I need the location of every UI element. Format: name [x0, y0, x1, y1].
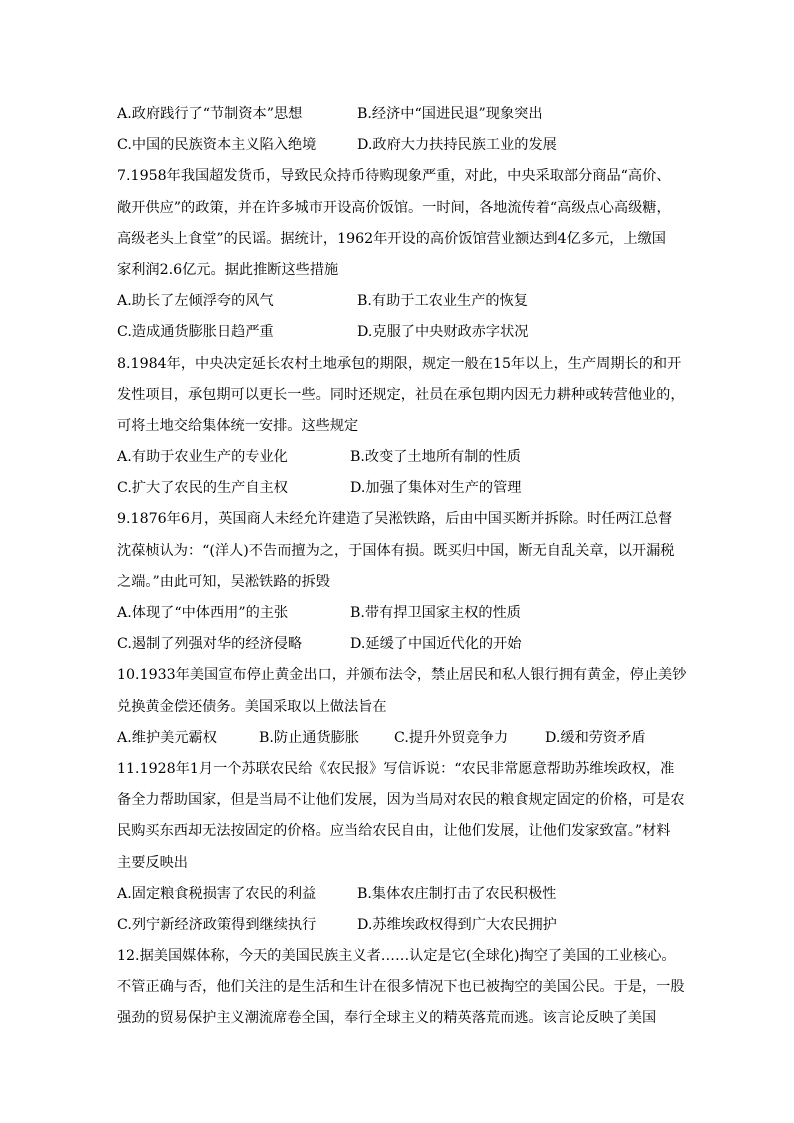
q8-option-a: A.有助于农业生产的专业化 [117, 449, 288, 466]
q6-option-b: B.经济中“国进民退”现象突出 [357, 106, 543, 122]
q10-stem-line: 10.1933年美国宣布停止黄金出口，并颁布法令，禁止居民和私人银行拥有黄金，停止美钞 [117, 667, 687, 684]
q9-option-d: D.延缓了中国近代化的开始 [350, 636, 522, 653]
q9-option-c: C.遏制了列强对华的经济侵略 [117, 636, 303, 653]
q6-options-row-1 [117, 99, 677, 130]
q8-options-row-1 [117, 442, 677, 473]
q10-options-row [117, 723, 677, 754]
q11-option-a: A.固定粮食税损害了农民的利益 [117, 885, 317, 902]
q9-stem-line: 沈葆桢认为：“(洋人)不告而擅为之，于国体有损。既买归中国，断无自乱关章，以开漏税 [117, 542, 675, 559]
q7-stem-line: 7.1958年我国超发货币，导致民众持币待购现象严重，对此，中央采取部分商品“高价、 [117, 168, 671, 185]
q9-stem-line: 9.1876年6月，英国商人未经允许建造了吴淞铁路，后由中国买断并拆除。时任两江总督 [117, 511, 673, 528]
q6-options-row-2 [117, 130, 677, 161]
q7-option-b: B.有助于工农业生产的恢复 [357, 293, 528, 310]
q7-option-a: A.助长了左倾浮夸的风气 [117, 293, 274, 310]
q12-stem-line: 不管正确与否，他们关注的是生活和生计在很多情况下也已被掏空的美国公民。于是，一股 [117, 979, 685, 996]
q11-option-d: D.苏维埃政权得到广大农民拥护 [357, 916, 557, 933]
q11-stem-line: 主要反映出 [117, 854, 188, 871]
q10-option-d: D.缓和劳资矛盾 [545, 729, 646, 746]
q11-options-row-1 [117, 879, 677, 910]
q10-option-a: A.维护美元霸权 [117, 729, 217, 746]
q11-stem-line: 11.1928年1月一个苏联农民给《农民报》写信诉说：“农民非常愿意帮助苏维埃政权，准 [117, 760, 675, 777]
q8-stem-line: 发性项目，承包期可以更长一些。同时还规定，社员在承包期内因无力耕种或转营他业的， [117, 386, 685, 403]
q7-stem-line: 家利润2.6亿元。据此推断这些措施 [117, 261, 339, 278]
q11-options-row-2 [117, 910, 677, 941]
q8-stem-line: 可将土地交给集体统一安排。这些规定 [117, 417, 359, 434]
q8-option-c: C.扩大了农民的生产自主权 [117, 480, 288, 497]
q6-option-d: D.政府大力扶持民族工业的发展 [357, 137, 557, 154]
q6-option-a: A.政府践行了“节制资本”思想 [117, 106, 303, 122]
q12-stem-line: 强劲的贸易保护主义潮流席卷全国，奉行全球主义的精英落荒而逃。该言论反映了美国 [117, 1010, 657, 1027]
q11-option-b: B.集体农庄制打击了农民积极性 [357, 885, 557, 902]
q9-option-b: B.带有捍卫国家主权的性质 [350, 605, 521, 621]
q7-stem-line: 高级老头上食堂”的民谣。据统计，1962年开设的高价饭馆营业额达到4亿多元，上缴国 [117, 230, 666, 247]
q7-option-d: D.克服了中央财政赤字状况 [357, 324, 529, 341]
q10-option-b: B.防止通货膨胀 [259, 729, 360, 746]
q8-stem-line: 8.1984年，中央决定延长农村土地承包的期限，规定一般在15年以上，生产周期长的和开 [117, 355, 682, 372]
q8-option-b: B.改变了土地所有制的性质 [350, 449, 521, 466]
q9-options-row-2 [117, 629, 677, 660]
q9-options-row-1 [117, 598, 677, 629]
q7-option-c: C.造成通货膨胀日趋严重 [117, 324, 274, 341]
q8-options-row-2 [117, 473, 677, 504]
q11-option-c: C.列宁新经济政策得到继续执行 [117, 916, 317, 933]
q7-options-row-2 [117, 317, 677, 348]
q11-stem-line: 民购买东西却无法按固定的价格。应当给农民自由，让他们发展，让他们发家致富。”材料 [117, 823, 671, 840]
q7-stem-line: 敞开供应”的政策，并在许多城市开设高价饭馆。一时间，各地流传着“高级点心高级糖， [117, 199, 671, 216]
q11-stem-line: 备全力帮助国家，但是当局不让他们发展，因为当局对农民的粮食规定固定的价格，可是农 [117, 792, 685, 809]
q12-stem-line: 12.据美国媒体称，今天的美国民族主义者……认定是它(全球化)掏空了美国的工业核心。 [117, 948, 676, 965]
q10-stem-line: 兑换黄金偿还债务。美国采取以上做法旨在 [117, 698, 387, 715]
q7-options-row-1 [117, 286, 677, 317]
q10-option-c: C.提升外贸竞争力 [394, 729, 509, 746]
document-page [117, 99, 687, 1035]
q8-option-d: D.加强了集体对生产的管理 [350, 480, 522, 497]
q9-option-a: A.体现了“中体西用”的主张 [117, 605, 289, 621]
q6-option-c: C.中国的民族资本主义陷入绝境 [117, 137, 317, 154]
q9-stem-line: 之端。”由此可知，吴淞铁路的拆毁 [117, 573, 330, 590]
